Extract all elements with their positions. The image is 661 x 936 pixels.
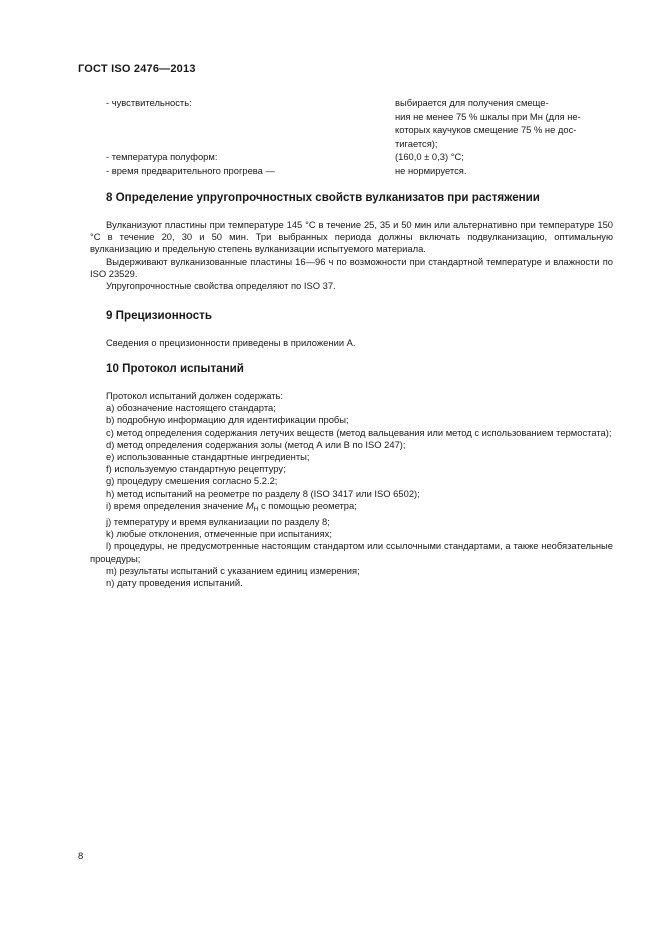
param-row: [0, 96, 661, 150]
list-item: е) использованные стандартные ингредиенты;: [106, 451, 310, 463]
param-label: - температура полуформ:: [106, 151, 218, 162]
param-label: - чувствительность:: [106, 97, 192, 108]
symbol-subscript: H: [253, 505, 259, 513]
list-item: h) метод испытаний на реометре по разделу 8 (ISO 3417 или ISO 6502);: [106, 487, 420, 499]
paragraph: Выдерживают вулканизованные пластины 16—96 ч по возможности при стандартной температуре и влажности по ISO 23529.: [90, 255, 613, 279]
page-number: 8: [78, 851, 84, 862]
document-header: ГОСТ ISO 2476—2013: [78, 63, 196, 75]
list-item-suffix: с помощью реометра;: [258, 499, 357, 511]
list-item: b) подробную информацию для идентификации пробы;: [106, 414, 349, 426]
section-9-title: 9 Прецизионность: [106, 309, 212, 322]
section-10-body: [90, 390, 613, 589]
list-item: l) процедуры, не предусмотренные настоящим стандартом или ссылочными стандартами, а также необязательные процедуры;: [90, 540, 613, 564]
list-item: j) температуру и время вулканизации по разделу 8;: [106, 516, 330, 528]
param-value-line: тигается);: [395, 137, 438, 149]
param-value-line: ния не менее 75 % шкалы при Mн (для не-: [395, 110, 581, 122]
section-8-body: [90, 219, 613, 292]
list-item: d) метод определения содержания золы (метод А или В по ISO 247);: [106, 438, 406, 450]
paragraph: Сведения о прецизионности приведены в приложении А.: [106, 337, 356, 348]
paragraph: Вулканизуют пластины при температуре 145 °С в течение 25, 35 и 50 мин или альтернативно при температуре 150 °С в течение 20, 30 и 50 мин. Три выбранных периода должны включать подвулканизацию, оптимальную вулканизацию и предельную степень вулканизации испытуемого материала.: [90, 219, 613, 255]
param-row: [0, 150, 661, 164]
param-value-line: которых каучуков смещение 75 % не дос-: [395, 124, 577, 135]
param-label: - время предварительного прогрева —: [106, 164, 275, 176]
list-item: n) дату проведения испытаний.: [106, 577, 243, 589]
param-value-line: не нормируется.: [395, 164, 467, 176]
param-value: [395, 164, 613, 178]
paragraph: Упругопрочностные свойства определяют по ISO 37.: [106, 280, 336, 292]
section-8-title: 8 Определение упругопрочностных свойств вулканизатов при растяжении: [106, 191, 540, 204]
param-value-line: выбирается для получения смеще-: [395, 97, 549, 108]
section-10-title: 10 Протокол испытаний: [106, 362, 244, 375]
list-item: f) используемую стандартную рецептуру;: [106, 463, 286, 475]
symbol-m: M: [245, 499, 254, 511]
parameter-list: [0, 96, 661, 177]
param-value: [395, 150, 613, 164]
list-item-text: i) время определения значение: [106, 499, 244, 511]
list-item: m) результаты испытаний с указанием единиц измерения;: [106, 564, 360, 576]
list-intro: Протокол испытаний должен содержать:: [106, 390, 284, 401]
section-9-body: [90, 337, 613, 349]
param-row: [0, 164, 661, 178]
param-value: [395, 96, 613, 150]
param-value-line: (160,0 ± 0,3) °C;: [395, 151, 464, 162]
list-item: с) метод определения содержания летучих веществ (метод вальцевания или метод с использованием термостата);: [106, 426, 612, 438]
list-item: g) процедуру смешения согласно 5.2.2;: [106, 475, 278, 487]
list-item: а) обозначение настоящего стандарта;: [106, 402, 276, 414]
list-item: [90, 500, 613, 516]
list-item: k) любые отклонения, отмеченные при испытаниях;: [106, 528, 332, 540]
